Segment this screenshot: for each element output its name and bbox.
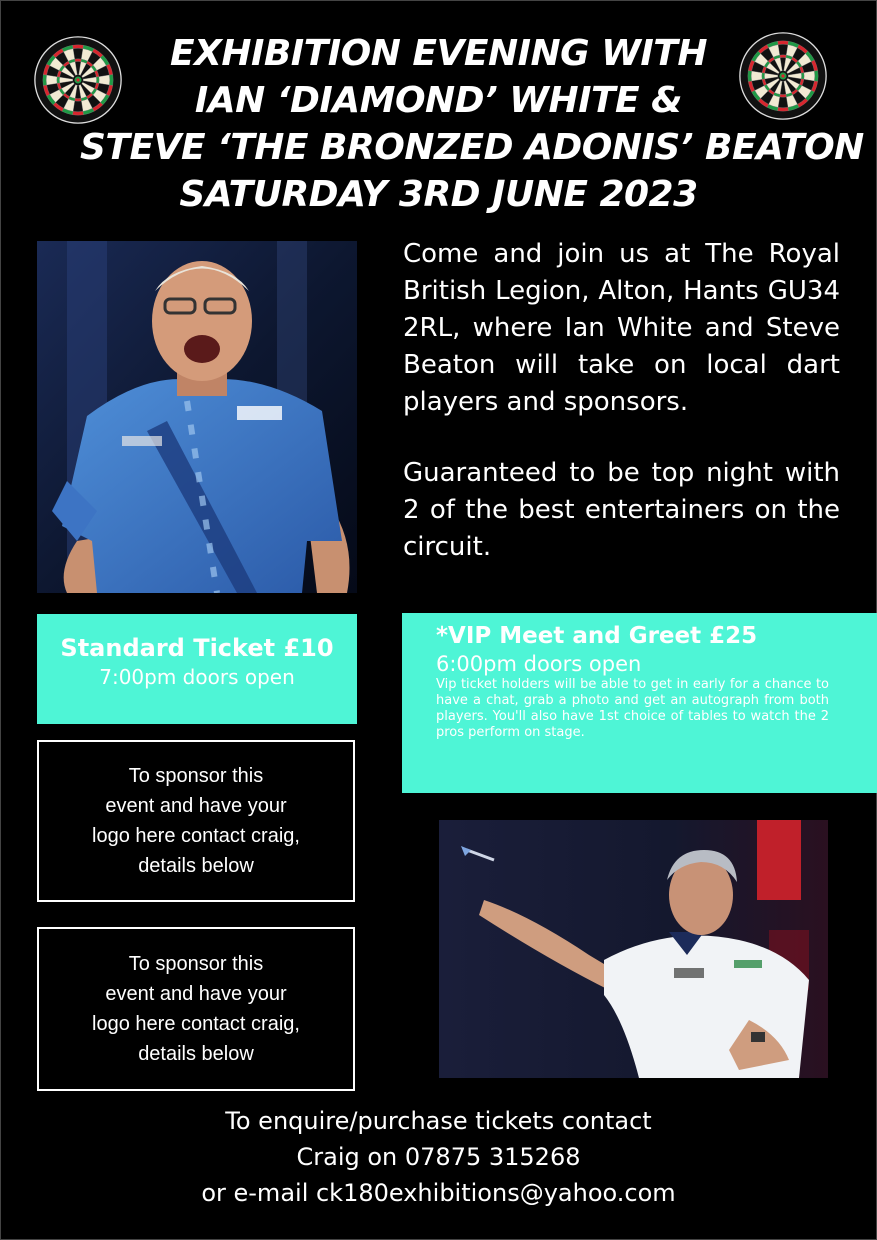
ian-white-photo (37, 241, 357, 593)
steve-beaton-photo (439, 820, 828, 1078)
event-description (403, 236, 840, 600)
sponsor-text-line: To sponsor this (128, 953, 264, 975)
headline-line: STEVE ‘THE BRONZED ADONIS’ BEATON (80, 127, 864, 168)
sponsor-text-line: details below (138, 855, 254, 877)
sponsor-text-line: logo here contact craig, (92, 1013, 300, 1035)
headline-line: EXHIBITION EVENING WITH (170, 33, 707, 74)
event-date: SATURDAY 3RD JUNE 2023 (179, 174, 698, 215)
vip-ticket-panel (402, 613, 877, 793)
sponsor-text-line: details below (138, 1043, 254, 1065)
contact-info (0, 1103, 877, 1211)
sponsor-text-line: To sponsor this (128, 765, 264, 787)
sponsor-box (37, 740, 355, 902)
sponsor-text-line: event and have your (105, 983, 287, 1005)
contact-line: To enquire/purchase tickets contact (225, 1107, 652, 1135)
contact-email: or e-mail ck180exhibitions@yahoo.com (201, 1179, 676, 1207)
intro-paragraph: Come and join us at The Royal British Legion, Alton, Hants GU34 2RL, where Ian White and Steve Beaton will take on local dart players and sponsors. (403, 239, 840, 417)
headline-line: IAN ‘DIAMOND’ WHITE & (194, 80, 683, 121)
standard-ticket-doors: 7:00pm doors open (99, 665, 295, 689)
sponsor-text-line: logo here contact craig, (92, 825, 300, 847)
sponsor-box (37, 927, 355, 1091)
intro-paragraph: Guaranteed to be top night with 2 of the best entertainers on the circuit. (403, 458, 840, 562)
vip-ticket-description: Vip ticket holders will be able to get in early for a chance to have a chat, grab a photo and get an autograph from both players. You'll also have 1st choice of tables to watch the 2 pros perform on stage. (436, 677, 829, 740)
headline (80, 30, 864, 218)
standard-ticket-title: Standard Ticket £10 (60, 634, 334, 662)
contact-phone: Craig on 07875 315268 (296, 1143, 581, 1171)
standard-ticket-panel (37, 614, 357, 724)
sponsor-text-line: event and have your (105, 795, 287, 817)
vip-ticket-doors: 6:00pm doors open (436, 652, 642, 676)
vip-ticket-title: *VIP Meet and Greet £25 (436, 623, 758, 649)
